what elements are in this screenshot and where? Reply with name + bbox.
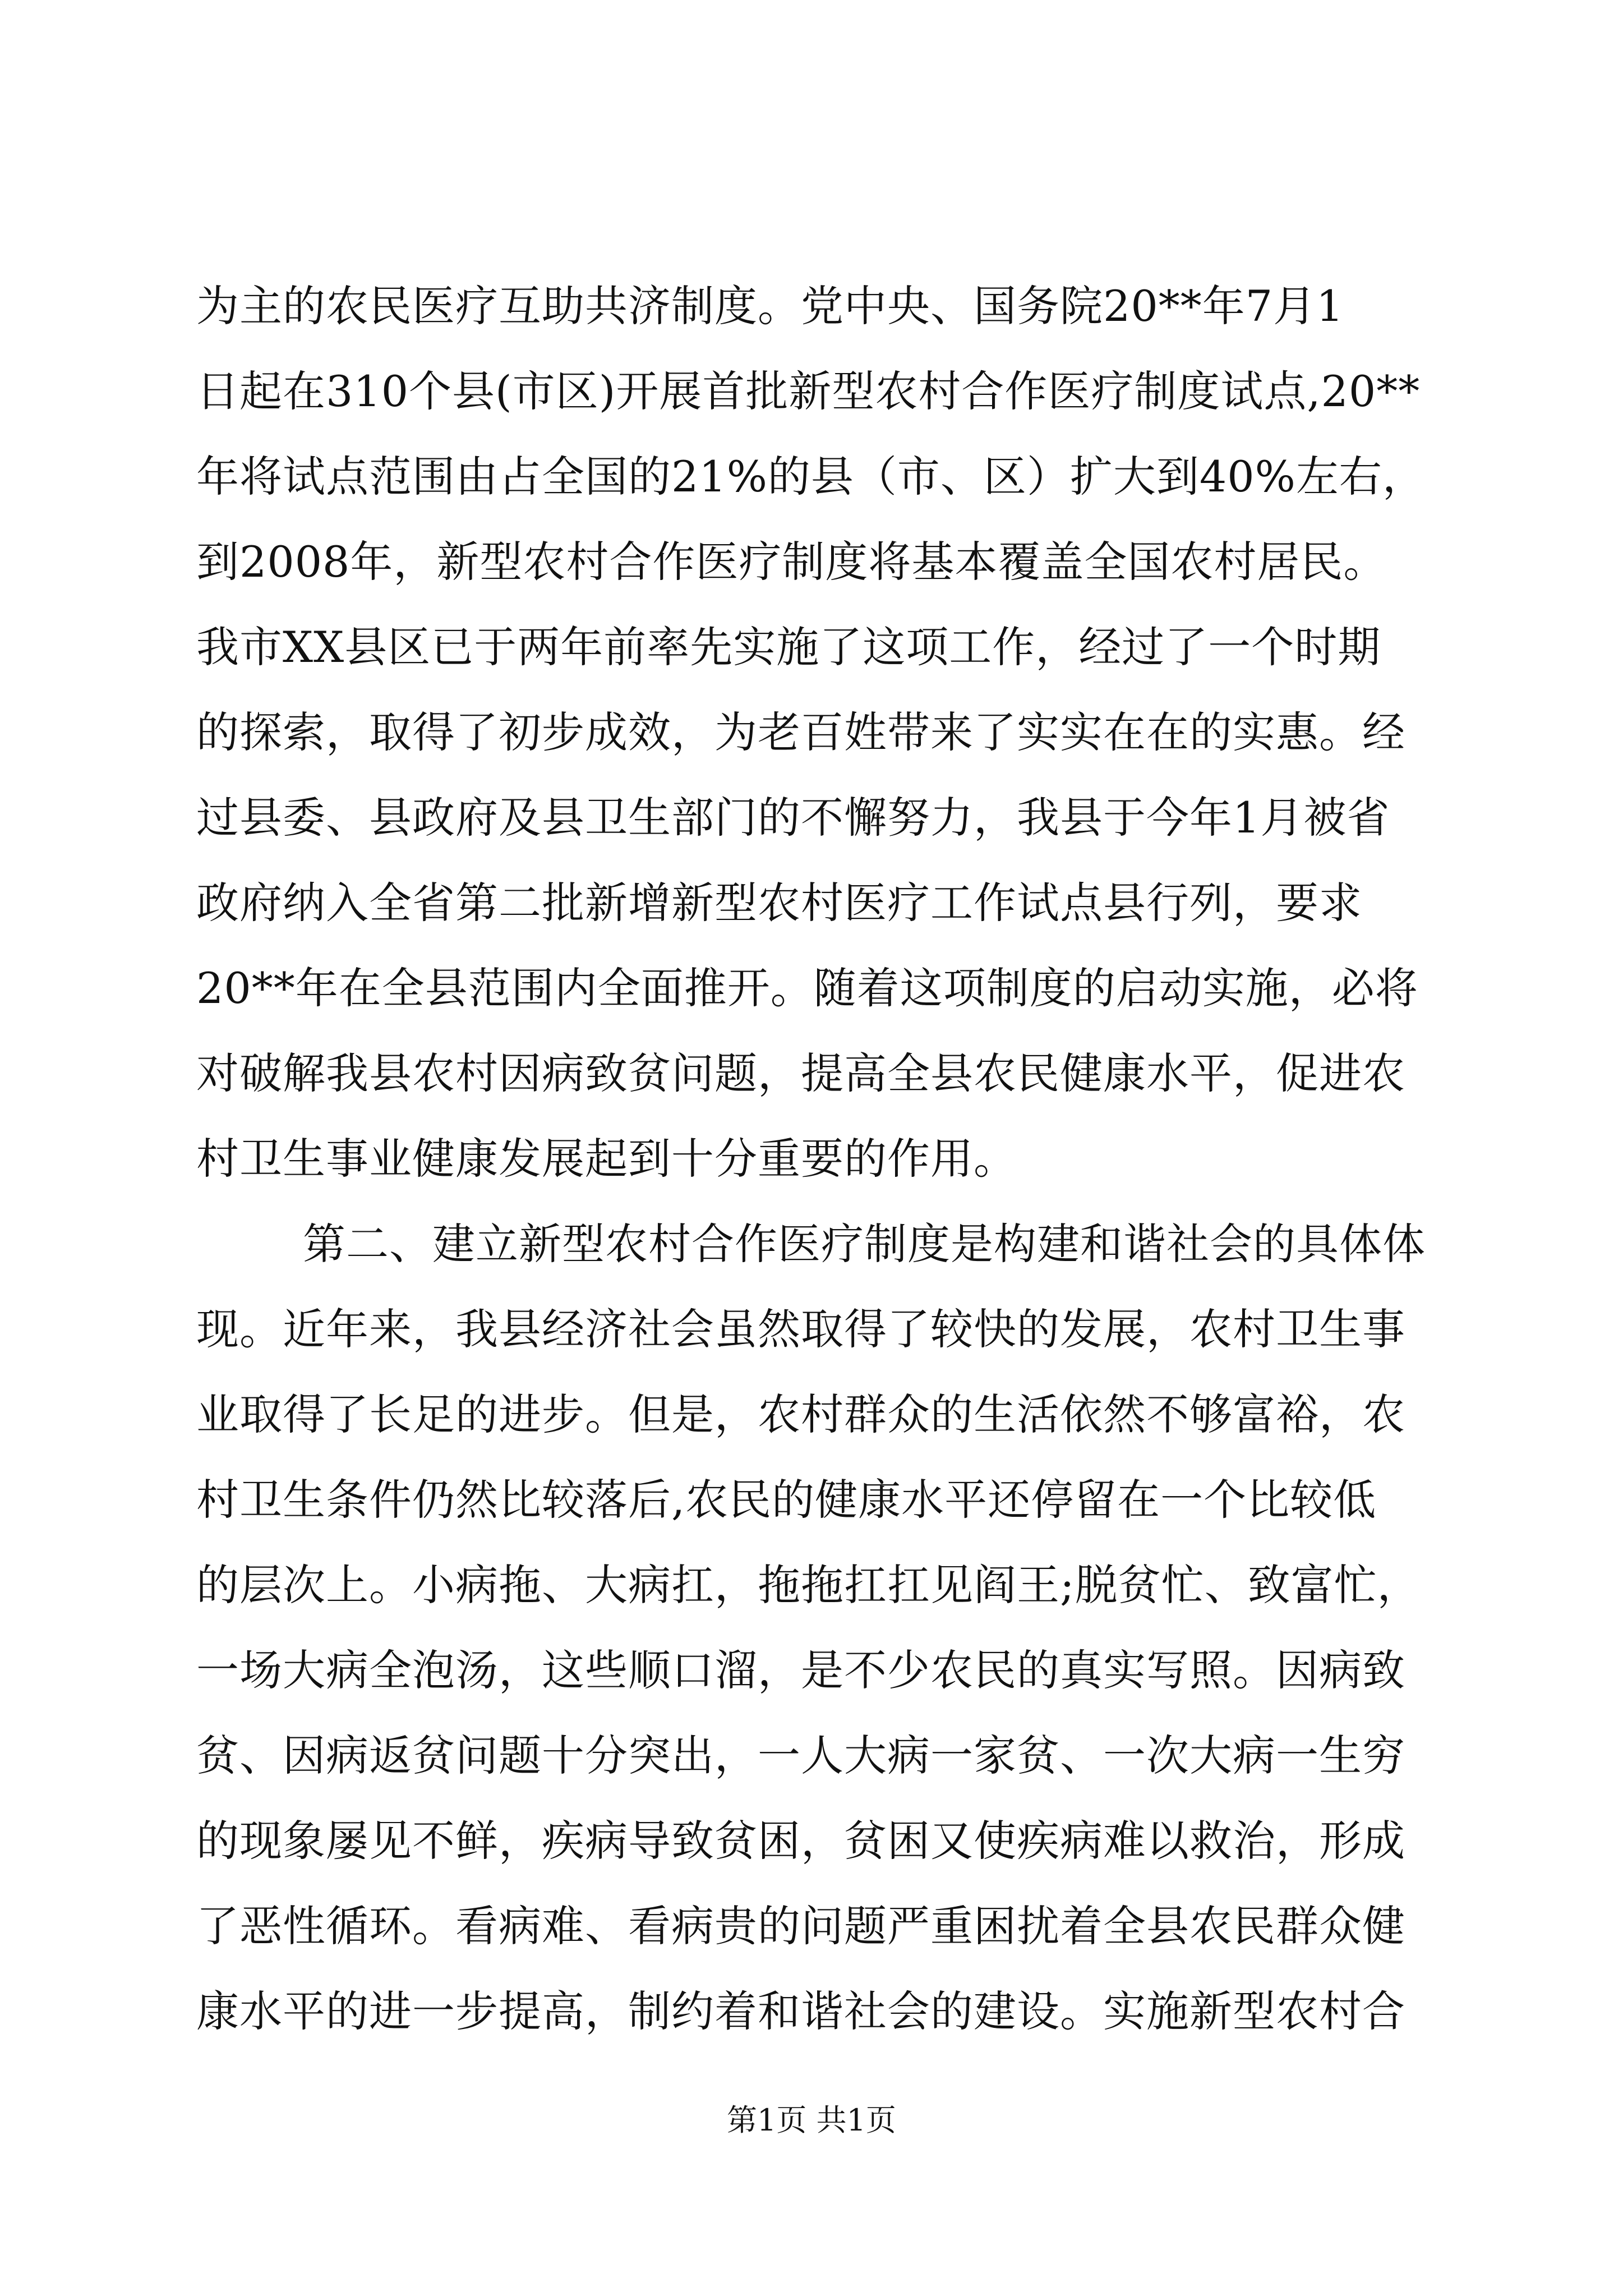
text-line: 村卫生条件仍然比较落后,农民的健康水平还停留在一个比较低 xyxy=(196,1475,1377,1525)
text-line: 了恶性循环。看病难、看病贵的问题严重困扰着全县农民群众健 xyxy=(196,1901,1405,1951)
paragraph-start-line: 第二、建立新型农村合作医疗制度是构建和谐社会的具体体 xyxy=(303,1219,1426,1269)
text-line: 康水平的进一步提高，制约着和谐社会的建设。实施新型农村合 xyxy=(196,1986,1405,2036)
text-line: 一场大病全泡汤，这些顺口溜，是不少农民的真实写照。因病致 xyxy=(196,1645,1405,1695)
text-line: 贫、因病返贫问题十分突出，一人大病一家贫、一次大病一生穷 xyxy=(196,1731,1405,1780)
text-line: 的现象屡见不鲜，疾病导致贫困，贫困又使疾病难以救治，形成 xyxy=(196,1816,1405,1866)
text-line: 过县委、县政府及县卫生部门的不懈努力，我县于今年1月被省 xyxy=(196,793,1390,843)
page-footer: 第1页 共1页 xyxy=(727,2102,896,2138)
text-line: 现。近年来，我县经济社会虽然取得了较快的发展，农村卫生事 xyxy=(196,1304,1405,1354)
text-line: 对破解我县农村因病致贫问题，提高全县农民健康水平，促进农 xyxy=(196,1048,1405,1098)
text-line: 为主的农民医疗互助共济制度。党中央、国务院20**年7月1 xyxy=(196,281,1344,331)
text-line: 村卫生事业健康发展起到十分重要的作用。 xyxy=(196,1134,1017,1184)
text-line: 到2008年，新型农村合作医疗制度将基本覆盖全国农村居民。 xyxy=(196,537,1387,587)
text-line: 我市XX县区已于两年前率先实施了这项工作，经过了一个时期 xyxy=(196,622,1381,672)
text-line: 的探索，取得了初步成效，为老百姓带来了实实在在的实惠。经 xyxy=(196,707,1405,757)
text-line: 20**年在全县范围内全面推开。随着这项制度的启动实施，必将 xyxy=(196,963,1418,1013)
text-line: 的层次上。小病拖、大病扛，拖拖扛扛见阎王;脱贫忙、致富忙， xyxy=(196,1560,1421,1610)
body-text xyxy=(196,264,1447,2054)
text-line: 业取得了长足的进步。但是，农村群众的生活依然不够富裕，农 xyxy=(196,1389,1405,1439)
text-line: 年将试点范围由占全国的21%的县（市、区）扩大到40%左右， xyxy=(196,452,1426,501)
text-line: 政府纳入全省第二批新增新型农村医疗工作试点县行列，要求 xyxy=(196,878,1362,928)
text-line: 日起在310个县(市区)开展首批新型农村合作医疗制度试点,20** xyxy=(196,366,1421,416)
